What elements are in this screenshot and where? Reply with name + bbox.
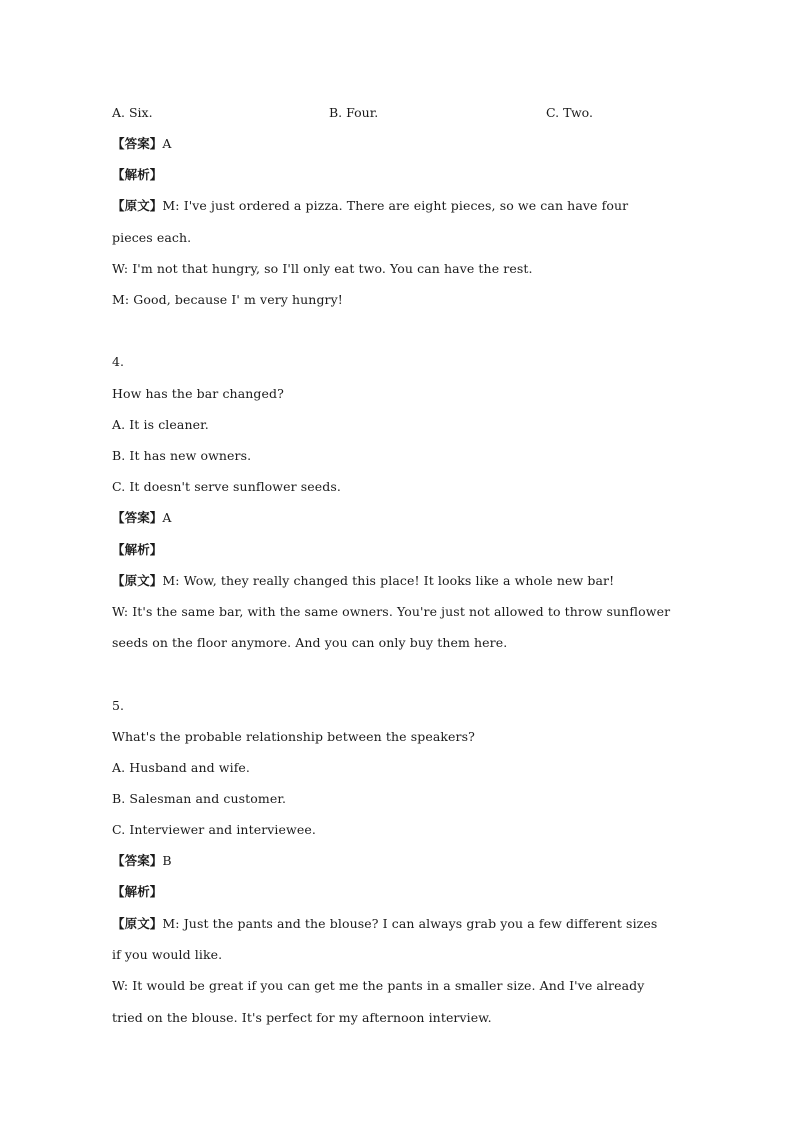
- q4-number: 4.: [112, 354, 125, 369]
- q3-transcript-line-3: W: I'm not that hungry, so I'll only eat two. You can have the rest.: [112, 261, 533, 276]
- answer-value: B: [162, 853, 172, 868]
- transcript-text: M: Just the pants and the blouse? I can always grab you a few different sizes: [162, 916, 658, 931]
- q4-transcript-line-3: seeds on the floor anymore. And you can only buy them here.: [112, 635, 508, 650]
- q3-option-c: C. Two.: [546, 105, 593, 120]
- q5-option-a: A. Husband and wife.: [112, 760, 250, 775]
- q4-question: How has the bar changed?: [112, 386, 284, 401]
- q4-transcript-line-2: W: It's the same bar, with the same owners. You're just not allowed to throw sunflower: [112, 604, 671, 619]
- q3-transcript-line-2: pieces each.: [112, 230, 192, 245]
- q4-option-c: C. It doesn't serve sunflower seeds.: [112, 479, 341, 494]
- answer-tag: 【答案】: [112, 510, 163, 525]
- q5-transcript-line-1: [112, 916, 657, 932]
- q3-analysis-tag: [112, 167, 162, 183]
- q3-option-b: B. Four.: [329, 105, 379, 120]
- q5-option-c: C. Interviewer and interviewee.: [112, 822, 316, 837]
- transcript-text: M: Wow, they really changed this place! It looks like a whole new bar!: [162, 573, 615, 588]
- analysis-tag: 【解析】: [112, 542, 163, 557]
- answer-tag: 【答案】: [112, 853, 163, 868]
- q3-option-a: A. Six.: [112, 105, 153, 120]
- q3-transcript-line-1: [112, 198, 628, 214]
- q4-analysis-tag: [112, 542, 162, 558]
- q5-analysis-tag: [112, 884, 162, 900]
- q5-number: 5.: [112, 698, 125, 713]
- q5-answer: [112, 853, 172, 869]
- q5-question: What's the probable relationship between the speakers?: [112, 729, 475, 744]
- answer-tag: 【答案】: [112, 136, 163, 151]
- transcript-text: M: I've just ordered a pizza. There are eight pieces, so we can have four: [162, 198, 629, 213]
- q5-transcript-line-4: tried on the blouse. It's perfect for my afternoon interview.: [112, 1010, 492, 1025]
- q5-transcript-line-3: W: It would be great if you can get me the pants in a smaller size. And I've already: [112, 978, 645, 993]
- q3-answer: [112, 136, 172, 152]
- answer-value: A: [162, 510, 172, 525]
- q4-option-a: A. It is cleaner.: [112, 417, 209, 432]
- q5-option-b: B. Salesman and customer.: [112, 791, 287, 806]
- q4-option-b: B. It has new owners.: [112, 448, 252, 463]
- q4-transcript-line-1: [112, 573, 614, 589]
- answer-value: A: [162, 136, 172, 151]
- transcript-tag: 【原文】: [112, 573, 163, 588]
- q3-transcript-line-4: M: Good, because I' m very hungry!: [112, 292, 343, 307]
- transcript-tag: 【原文】: [112, 198, 163, 213]
- analysis-tag: 【解析】: [112, 884, 163, 899]
- q5-transcript-line-2: if you would like.: [112, 947, 223, 962]
- transcript-tag: 【原文】: [112, 916, 163, 931]
- q4-answer: [112, 510, 172, 526]
- analysis-tag: 【解析】: [112, 167, 163, 182]
